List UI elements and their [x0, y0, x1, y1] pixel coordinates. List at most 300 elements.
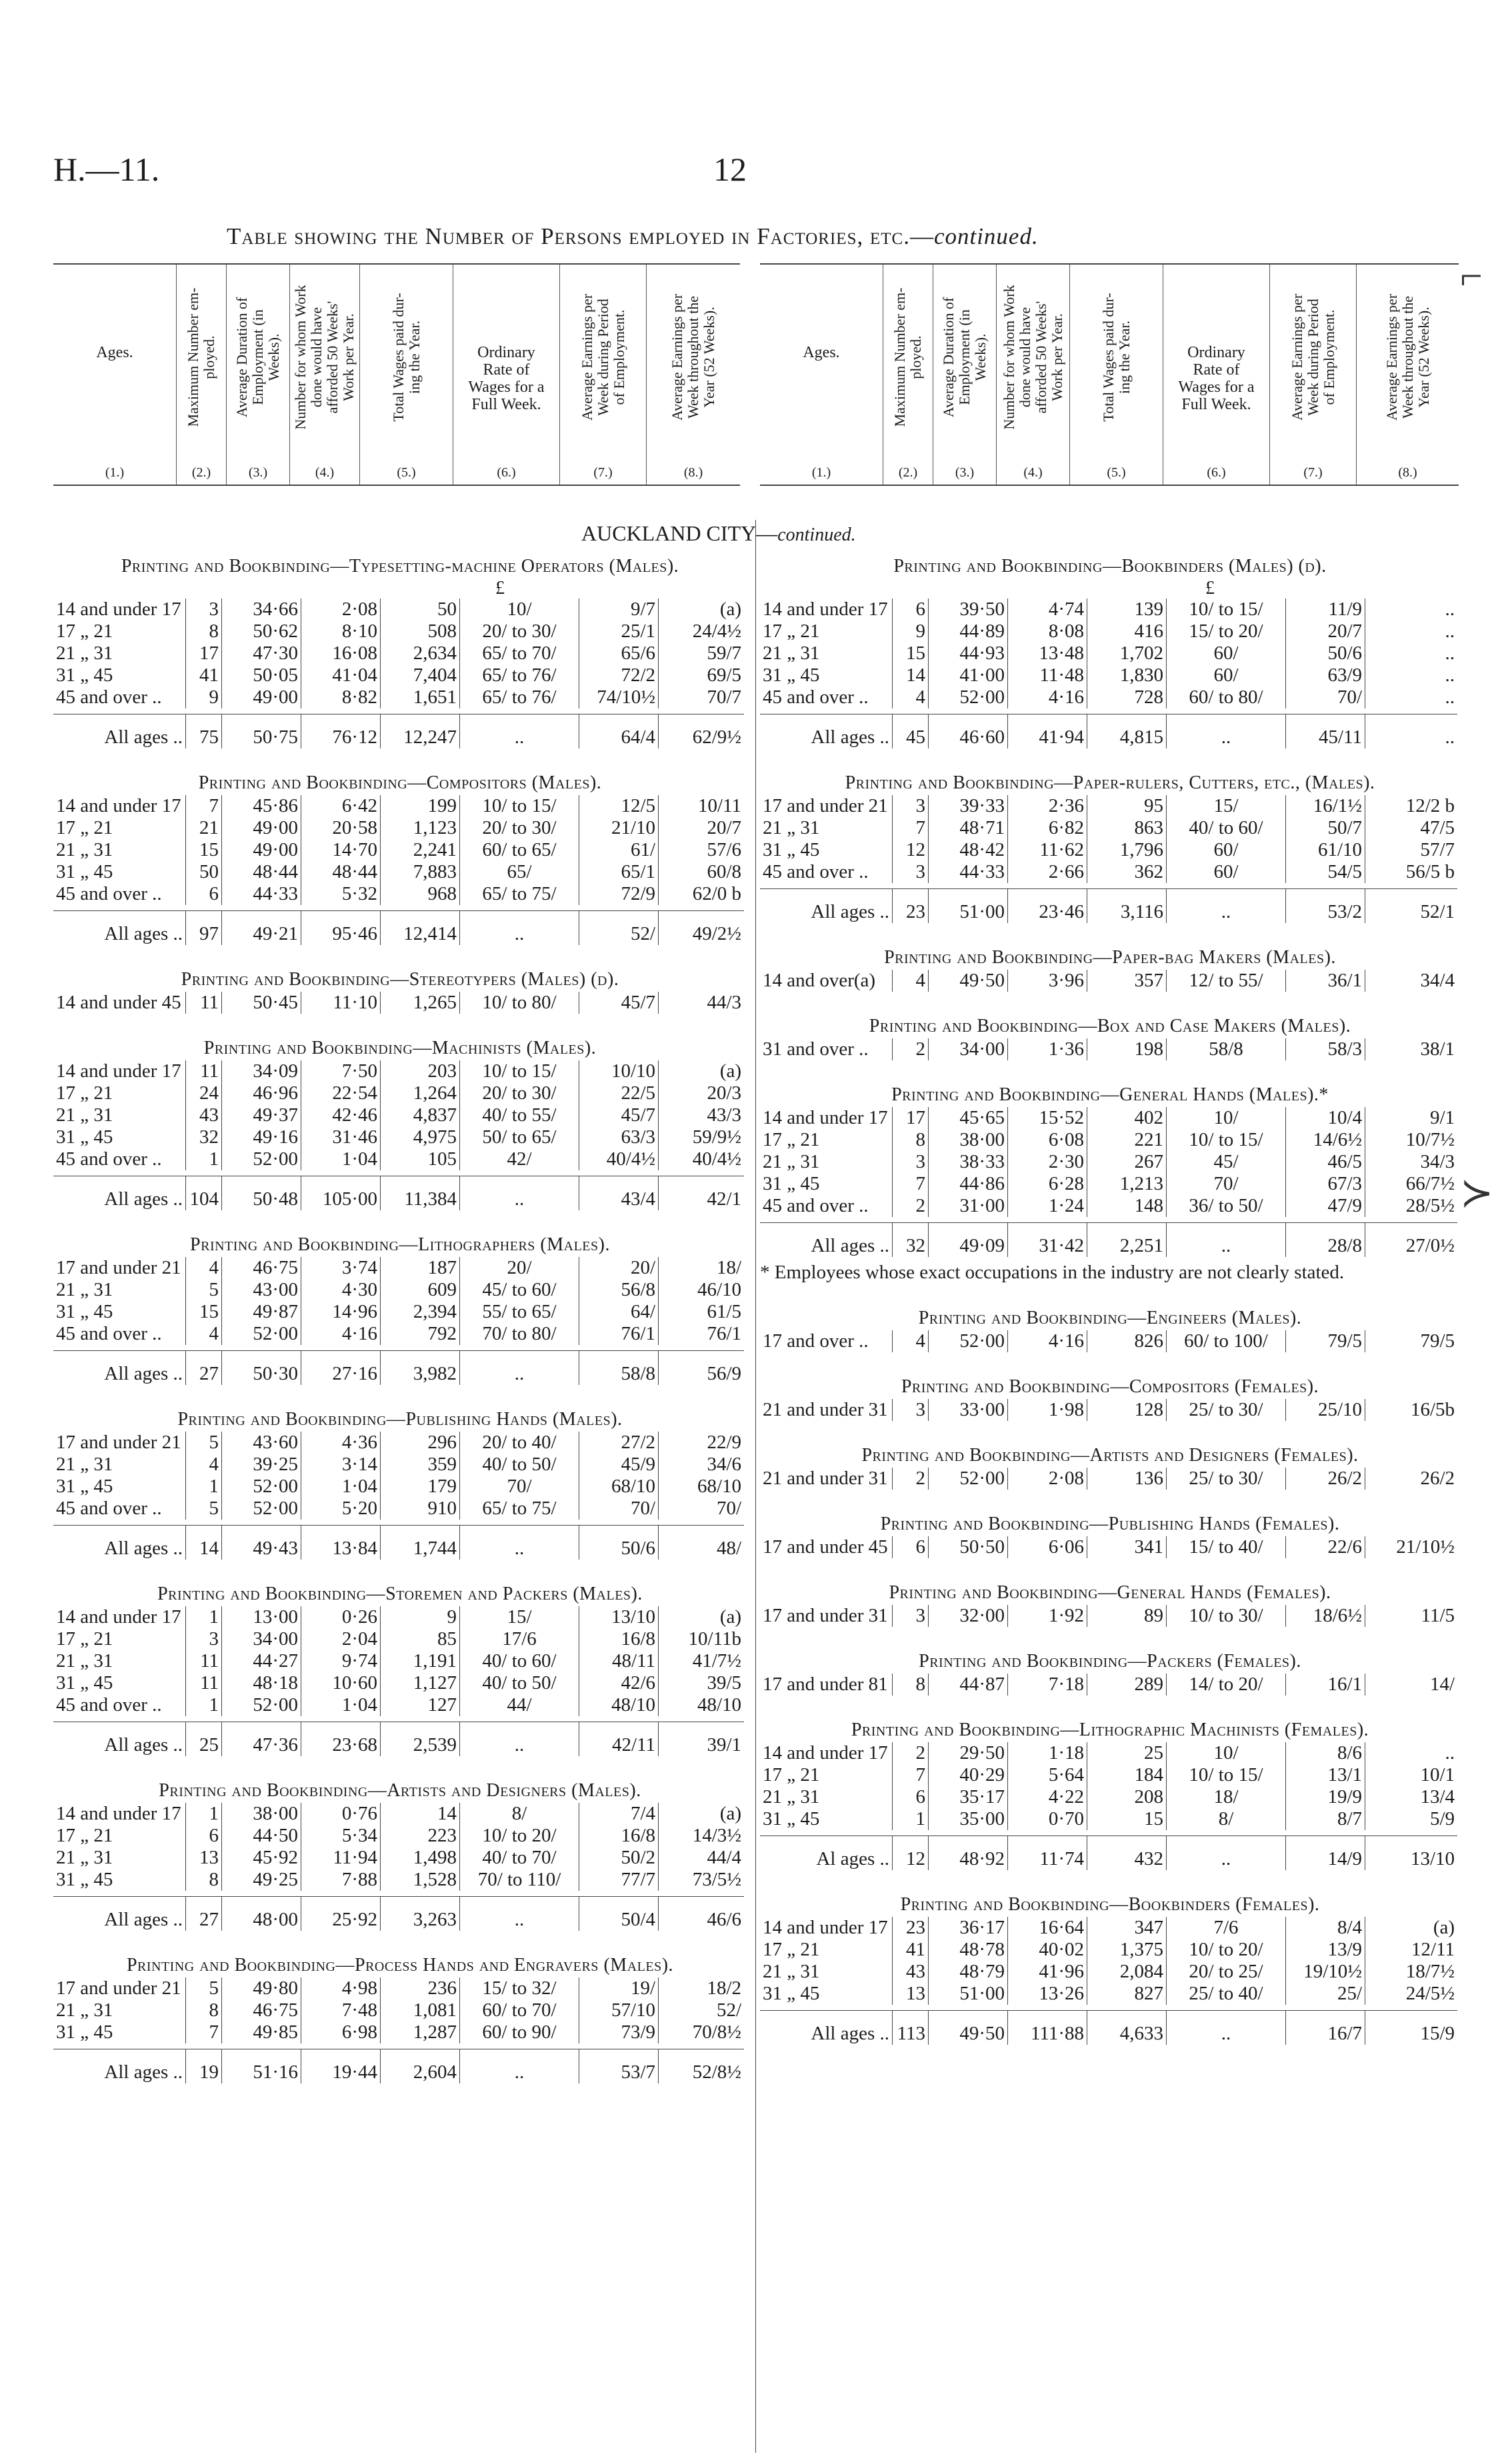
cell-col-4: 41·96	[1008, 1961, 1087, 1983]
cell-col-4: 31·42	[1008, 1223, 1087, 1258]
cell-col-1: 17 and under 31	[763, 1605, 888, 1626]
cell-col-1: 21 „ 31	[56, 1847, 113, 1868]
section-title: Printing and Bookbinding—Storemen and Packers (Males).	[157, 1584, 643, 1604]
section-table	[760, 795, 1457, 923]
cell-col-8: 14/	[1365, 1674, 1458, 1696]
cell-col-3: 50·48	[222, 1176, 301, 1211]
cell-col-2: 4	[893, 1330, 929, 1352]
cell-col-6: 70/ to 110/	[460, 1869, 579, 1891]
cell-col-7: 19/9	[1286, 1786, 1365, 1808]
industry-section	[53, 968, 747, 1014]
cell-col-1: 45 and over ..	[56, 1323, 162, 1344]
section-table	[53, 1803, 744, 1931]
cell-col-3: 49·85	[222, 2021, 301, 2043]
header-col-4	[290, 265, 360, 485]
cell-col-7: 12/5	[579, 795, 659, 817]
cell-col-2: 15	[893, 642, 929, 664]
cell-col-8: 42/1	[659, 1176, 745, 1211]
cell-col-1: 31 „ 45	[763, 1983, 820, 2004]
cell-col-3: 32·00	[929, 1605, 1008, 1627]
cell-col-7: 22/6	[1286, 1536, 1365, 1558]
cell-col-2: 1	[186, 1148, 222, 1170]
cell-col-3: 52·00	[222, 1148, 301, 1170]
spacer-cell	[53, 905, 744, 911]
cell-col-1: 21 „ 31	[56, 839, 113, 860]
header-label: Maximum Number em- ployed.	[185, 287, 217, 427]
cell-col-1: All ages ..	[53, 1722, 186, 1757]
cell-col-6: 20/ to 30/	[460, 620, 579, 642]
section-table	[53, 1257, 744, 1385]
header-number: (5.)	[397, 465, 416, 480]
cell-col-4: 95·46	[301, 911, 381, 946]
cell-col-6: 10/ to 20/	[1167, 1939, 1286, 1961]
cell-col-2: 4	[893, 686, 929, 708]
cell-col-4: 5·20	[301, 1498, 381, 1520]
cell-col-7: 50/2	[579, 1847, 659, 1869]
cell-col-7: 45/9	[579, 1454, 659, 1476]
section-table	[760, 1038, 1457, 1060]
cell-col-7: 22/5	[579, 1082, 659, 1104]
cell-col-8: 59/9½	[659, 1126, 745, 1148]
cell-col-2: 4	[186, 1454, 222, 1476]
cell-col-8: 70/7	[659, 686, 745, 708]
cell-col-8: (a)	[1365, 1917, 1458, 1939]
spacer-cell	[53, 2043, 744, 2049]
cell-col-7: 65/6	[579, 642, 659, 664]
table-row	[53, 1999, 744, 2021]
cell-col-7: 64/4	[579, 714, 659, 749]
cell-col-3: 45·92	[222, 1847, 301, 1869]
cell-col-6: 25/ to 40/	[1167, 1983, 1286, 2005]
page-number: 12	[713, 151, 747, 188]
cell-col-1: All ages ..	[53, 1176, 186, 1211]
table-row	[53, 1694, 744, 1716]
spacer-cell	[53, 1345, 744, 1351]
cell-col-4: 6·42	[301, 795, 381, 817]
cell-col-1: 14 and under 17	[763, 1917, 888, 1938]
cell-col-2: 7	[893, 1173, 929, 1195]
cell-col-5: 341	[1087, 1536, 1167, 1558]
cell-col-1: 21 „ 31	[56, 1999, 113, 2021]
table-row	[53, 883, 744, 905]
cell-col-6: 70/	[1167, 1173, 1286, 1195]
cell-col-8: ..	[1365, 1742, 1458, 1764]
cell-col-5: 184	[1087, 1764, 1167, 1786]
cell-col-4: 9·74	[301, 1650, 381, 1672]
table-row	[53, 1650, 744, 1672]
cell-col-2: 7	[186, 795, 222, 817]
cell-col-1: 45 and over ..	[763, 686, 869, 708]
cell-col-6: 10/ to 30/	[1167, 1605, 1286, 1627]
cell-col-2: 3	[893, 1605, 929, 1627]
header-label: Ordinary Rate of Wages for a Full Week.	[468, 343, 545, 413]
cell-col-1: 45 and over ..	[56, 1498, 162, 1519]
cell-col-2: 43	[186, 1104, 222, 1126]
cell-col-1: All ages ..	[760, 2011, 893, 2045]
cell-col-1: 31 „ 45	[56, 1126, 113, 1148]
cell-col-3: 50·45	[222, 992, 301, 1014]
cell-col-4: 5·32	[301, 883, 381, 905]
industry-section	[53, 1582, 747, 1756]
cell-col-1: 17 and over ..	[763, 1330, 869, 1352]
cell-col-5: 128	[1087, 1399, 1167, 1421]
margin-mark-top: ⌐	[1460, 254, 1483, 298]
cell-col-2: 9	[893, 620, 929, 642]
cell-col-6: 14/ to 20/	[1167, 1674, 1286, 1696]
cell-col-4: 4·30	[301, 1279, 381, 1301]
cell-col-5: 25	[1087, 1742, 1167, 1764]
column-header-right	[760, 263, 1459, 486]
table-row	[760, 1742, 1457, 1764]
spacer-cell	[760, 1830, 1457, 1836]
cell-col-6: 60/ to 65/	[460, 839, 579, 861]
cell-col-8: 46/6	[659, 1897, 745, 1931]
cell-col-4: 0·76	[301, 1803, 381, 1825]
cell-col-1: 31 „ 45	[763, 1173, 820, 1194]
cell-col-4: 48·44	[301, 861, 381, 883]
table-row	[760, 817, 1457, 839]
cell-col-2: 1	[186, 1694, 222, 1716]
cell-col-1: 17 and under 21	[56, 1432, 181, 1453]
cell-col-4: 8·10	[301, 620, 381, 642]
total-row	[53, 1722, 744, 1757]
cell-col-1: All ages ..	[760, 1223, 893, 1258]
cell-col-3: 40·29	[929, 1764, 1008, 1786]
cell-col-5: 89	[1087, 1605, 1167, 1627]
cell-col-2: 15	[186, 1301, 222, 1323]
cell-col-6: 20/ to 40/	[460, 1432, 579, 1454]
table-row	[53, 1126, 744, 1148]
industry-section	[760, 1375, 1460, 1421]
cell-col-7: 8/6	[1286, 1742, 1365, 1764]
cell-col-8: ..	[1365, 686, 1458, 708]
cell-col-5: 1,287	[381, 2021, 460, 2043]
cell-col-6: ..	[460, 1351, 579, 1386]
cell-col-7: 47/9	[1286, 1195, 1365, 1217]
cell-col-8: 5/9	[1365, 1808, 1458, 1830]
cell-col-8: 68/10	[659, 1476, 745, 1498]
cell-col-1: 17 „ 21	[56, 1825, 113, 1846]
cell-col-4: 14·70	[301, 839, 381, 861]
cell-col-8: (a)	[659, 1606, 745, 1628]
cell-col-8: ..	[1365, 714, 1458, 749]
cell-col-5: 3,116	[1087, 889, 1167, 924]
cell-col-8: ..	[1365, 642, 1458, 664]
cell-col-8: 73/5½	[659, 1869, 745, 1891]
cell-col-7: 10/10	[579, 1060, 659, 1082]
section-table	[760, 1742, 1457, 1870]
cell-col-6: 40/ to 60/	[460, 1650, 579, 1672]
cell-col-1: 17 and under 21	[56, 1257, 181, 1278]
cell-col-4: 105·00	[301, 1176, 381, 1211]
cell-col-2: 3	[893, 861, 929, 883]
cell-col-8: 12/2 b	[1365, 795, 1458, 817]
table-row	[53, 1606, 744, 1628]
cell-col-5: 236	[381, 1977, 460, 1999]
table-row	[760, 861, 1457, 883]
table-row	[53, 599, 744, 620]
industry-section	[760, 771, 1460, 923]
cell-col-4: 3·96	[1008, 970, 1087, 992]
cell-col-8: 10/1	[1365, 1764, 1458, 1786]
section-table	[53, 1432, 744, 1560]
industry-section	[760, 1083, 1460, 1284]
cell-col-8: 21/10½	[1365, 1536, 1458, 1558]
table-row	[760, 1786, 1457, 1808]
cell-col-2: 2	[893, 1742, 929, 1764]
header-number: (2.)	[898, 465, 918, 480]
table-row	[760, 1195, 1457, 1217]
cell-col-7: 36/1	[1286, 970, 1365, 992]
cell-col-2: 4	[186, 1323, 222, 1345]
cell-col-7: 7/4	[579, 1803, 659, 1825]
cell-col-7: 16/8	[579, 1825, 659, 1847]
table-row	[760, 664, 1457, 686]
cell-col-6: 58/8	[1167, 1038, 1286, 1060]
cell-col-2: 2	[893, 1038, 929, 1060]
section-table	[760, 1917, 1457, 2045]
cell-col-8: 40/4½	[659, 1148, 745, 1170]
cell-col-5: 863	[1087, 817, 1167, 839]
cell-col-4: 4·74	[1008, 599, 1087, 620]
table-row	[760, 1330, 1457, 1352]
cell-col-4: 19·44	[301, 2049, 381, 2084]
cell-col-4: 15·52	[1008, 1107, 1087, 1129]
cell-col-6: 60/	[1167, 861, 1286, 883]
cell-col-3: 44·89	[929, 620, 1008, 642]
cell-col-3: 44·93	[929, 642, 1008, 664]
cell-col-7: 13/9	[1286, 1939, 1365, 1961]
cell-col-6: 10/ to 15/	[460, 795, 579, 817]
cell-col-5: 1,528	[381, 1869, 460, 1891]
cell-col-8: 44/3	[659, 992, 745, 1014]
cell-col-1: 14 and under 17	[763, 1742, 888, 1764]
cell-col-1: 31 „ 45	[56, 861, 113, 882]
header-label: Maximum Number em- ployed.	[891, 287, 924, 427]
cell-col-2: 3	[893, 1151, 929, 1173]
cell-col-5: 416	[1087, 620, 1167, 642]
section-table	[760, 970, 1457, 992]
cell-col-1: 45 and over ..	[56, 1148, 162, 1170]
cell-col-3: 44·87	[929, 1674, 1008, 1696]
section-title: Printing and Bookbinding—Compositors (Females).	[901, 1376, 1319, 1397]
table-row	[53, 861, 744, 883]
cell-col-3: 44·50	[222, 1825, 301, 1847]
table-row	[760, 1151, 1457, 1173]
cell-col-5: 187	[381, 1257, 460, 1279]
cell-col-5: 359	[381, 1454, 460, 1476]
cell-col-8: 14/3½	[659, 1825, 745, 1847]
cell-col-8: 13/10	[1365, 1836, 1458, 1871]
spacer-cell	[53, 1520, 744, 1526]
cell-col-2: 8	[186, 1869, 222, 1891]
cell-col-1: 21 and under 31	[763, 1468, 888, 1489]
cell-col-2: 32	[893, 1223, 929, 1258]
cell-col-3: 49·80	[222, 1977, 301, 1999]
cell-col-8: 10/7½	[1365, 1129, 1458, 1151]
cell-col-4: 6·06	[1008, 1536, 1087, 1558]
table-row	[760, 795, 1457, 817]
cell-col-8: ..	[1365, 620, 1458, 642]
section-title: Printing and Bookbinding—Process Hands and Engravers (Males).	[126, 1955, 674, 1975]
cell-col-4: 4·16	[1008, 1330, 1087, 1352]
cell-col-6: 60/ to 80/	[1167, 686, 1286, 708]
cell-col-3: 50·05	[222, 664, 301, 686]
cell-col-2: 23	[893, 889, 929, 924]
cell-col-8: 18/7½	[1365, 1961, 1458, 1983]
header-label: Ages.	[96, 343, 133, 361]
spacer-cell	[760, 708, 1457, 714]
spacer-row	[760, 883, 1457, 889]
spacer-row	[760, 1830, 1457, 1836]
header-label: Number for whom Work done would have afforded 50 Weeks' Work per Year.	[292, 285, 357, 430]
cell-col-4: 1·18	[1008, 1742, 1087, 1764]
cell-col-1: All ages ..	[53, 1897, 186, 1931]
cell-col-8: (a)	[659, 599, 745, 620]
section-title: Printing and Bookbinding—General Hands (Males).*	[891, 1084, 1329, 1105]
spacer-cell	[53, 1891, 744, 1897]
cell-col-5: 826	[1087, 1330, 1167, 1352]
cell-col-5: 2,084	[1087, 1961, 1167, 1983]
cell-col-1: 21 „ 31	[763, 1151, 820, 1172]
cell-col-8: (a)	[659, 1060, 745, 1082]
header-label: Total Wages paid dur- ing the Year.	[389, 293, 423, 422]
table-row	[53, 992, 744, 1014]
spacer-cell	[53, 1170, 744, 1176]
cell-col-4: 11·10	[301, 992, 381, 1014]
cell-col-3: 48·00	[222, 1897, 301, 1931]
cell-col-1: 31 „ 45	[56, 1301, 113, 1322]
cell-col-8: 70/	[659, 1498, 745, 1520]
cell-col-6: 15/ to 20/	[1167, 620, 1286, 642]
cell-col-5: 11,384	[381, 1176, 460, 1211]
table-row	[53, 1060, 744, 1082]
table-row	[53, 1104, 744, 1126]
cell-col-6: 12/ to 55/	[1167, 970, 1286, 992]
cell-col-2: 14	[186, 1526, 222, 1560]
cell-col-1: 17 and under 45	[763, 1536, 888, 1558]
cell-col-2: 8	[893, 1129, 929, 1151]
industry-section	[760, 1444, 1460, 1490]
cell-col-4: 4·22	[1008, 1786, 1087, 1808]
cell-col-4: 6·08	[1008, 1129, 1087, 1151]
header-col-3	[227, 265, 290, 485]
cell-col-7: 18/6½	[1286, 1605, 1365, 1627]
cell-col-3: 43·60	[222, 1432, 301, 1454]
total-row	[760, 889, 1457, 924]
cell-col-1: All ages ..	[53, 714, 186, 749]
cell-col-6: 17/6	[460, 1628, 579, 1650]
table-row	[53, 1628, 744, 1650]
cell-col-4: 4·98	[301, 1977, 381, 1999]
table-row	[760, 1674, 1457, 1696]
table-row	[53, 1476, 744, 1498]
cell-col-4: 11·48	[1008, 664, 1087, 686]
cell-col-8: (a)	[659, 1803, 745, 1825]
cell-col-1: 17 and under 81	[763, 1674, 888, 1695]
cell-col-1: 21 „ 31	[763, 642, 820, 664]
cell-col-1: 21 „ 31	[56, 1454, 113, 1475]
header-number: (4.)	[315, 465, 335, 480]
table-row	[760, 839, 1457, 861]
cell-col-5: 127	[381, 1694, 460, 1716]
cell-col-7: 11/9	[1286, 599, 1365, 620]
cell-col-5: 1,498	[381, 1847, 460, 1869]
cell-col-7: 25/	[1286, 1983, 1365, 2005]
cell-col-5: 4,975	[381, 1126, 460, 1148]
cell-col-4: 1·24	[1008, 1195, 1087, 1217]
header-label: Ages.	[803, 343, 840, 361]
table-caption	[227, 223, 1039, 250]
cell-col-1: 31 „ 45	[56, 2021, 113, 2043]
cell-col-7: 27/2	[579, 1432, 659, 1454]
cell-col-3: 48·71	[929, 817, 1008, 839]
cell-col-7: 61/10	[1286, 839, 1365, 861]
cell-col-8: 48/10	[659, 1694, 745, 1716]
cell-col-7: 54/5	[1286, 861, 1365, 883]
cell-col-3: 44·33	[929, 861, 1008, 883]
cell-col-8: 57/6	[659, 839, 745, 861]
cell-col-6: 45/ to 60/	[460, 1279, 579, 1301]
cell-col-2: 17	[186, 642, 222, 664]
cell-col-6: 10/ to 15/	[1167, 1129, 1286, 1151]
cell-col-6: 60/	[1167, 642, 1286, 664]
table-row	[53, 1672, 744, 1694]
cell-col-1: 14 and under 17	[56, 1606, 181, 1628]
section-title: Printing and Bookbinding—Bookbinders (Males) (d).	[893, 556, 1327, 577]
cell-col-6: 60/ to 100/	[1167, 1330, 1286, 1352]
cell-col-2: 9	[186, 686, 222, 708]
cell-col-3: 50·50	[929, 1536, 1008, 1558]
cell-col-4: 6·28	[1008, 1173, 1087, 1195]
cell-col-6: 20/	[460, 1257, 579, 1279]
table-row	[760, 1605, 1457, 1627]
cell-col-2: 12	[893, 1836, 929, 1871]
total-row	[760, 1836, 1457, 1871]
cell-col-3: 52·00	[222, 1694, 301, 1716]
cell-col-5: 508	[381, 620, 460, 642]
total-row	[53, 714, 744, 749]
cell-col-2: 5	[186, 1432, 222, 1454]
cell-col-5: 1,081	[381, 1999, 460, 2021]
cell-col-8: 13/4	[1365, 1786, 1458, 1808]
cell-col-8: 76/1	[659, 1323, 745, 1345]
table-row	[760, 1129, 1457, 1151]
cell-col-7: 50/6	[579, 1526, 659, 1560]
table-row	[53, 642, 744, 664]
cell-col-6: ..	[460, 911, 579, 946]
cell-col-5: 4,633	[1087, 2011, 1167, 2045]
table-row	[760, 970, 1457, 992]
cell-col-2: 11	[186, 1672, 222, 1694]
cell-col-8: 34/4	[1365, 970, 1458, 992]
cell-col-1: 17 „ 21	[56, 620, 113, 642]
table-row	[760, 686, 1457, 708]
header-col-8	[647, 265, 740, 485]
cell-col-7: 53/7	[579, 2049, 659, 2084]
cell-col-2: 45	[893, 714, 929, 749]
cell-col-5: 1,830	[1087, 664, 1167, 686]
cell-col-7: 58/3	[1286, 1038, 1365, 1060]
cell-col-5: 9	[381, 1606, 460, 1628]
cell-col-3: 47·30	[222, 642, 301, 664]
cell-col-8: 59/7	[659, 642, 745, 664]
cell-col-1: All ages ..	[53, 1351, 186, 1386]
cell-col-2: 11	[186, 1060, 222, 1082]
cell-col-1: 14 and under 17	[56, 1803, 181, 1824]
cell-col-7: 50/7	[1286, 817, 1365, 839]
cell-col-1: All ages ..	[53, 2049, 186, 2084]
